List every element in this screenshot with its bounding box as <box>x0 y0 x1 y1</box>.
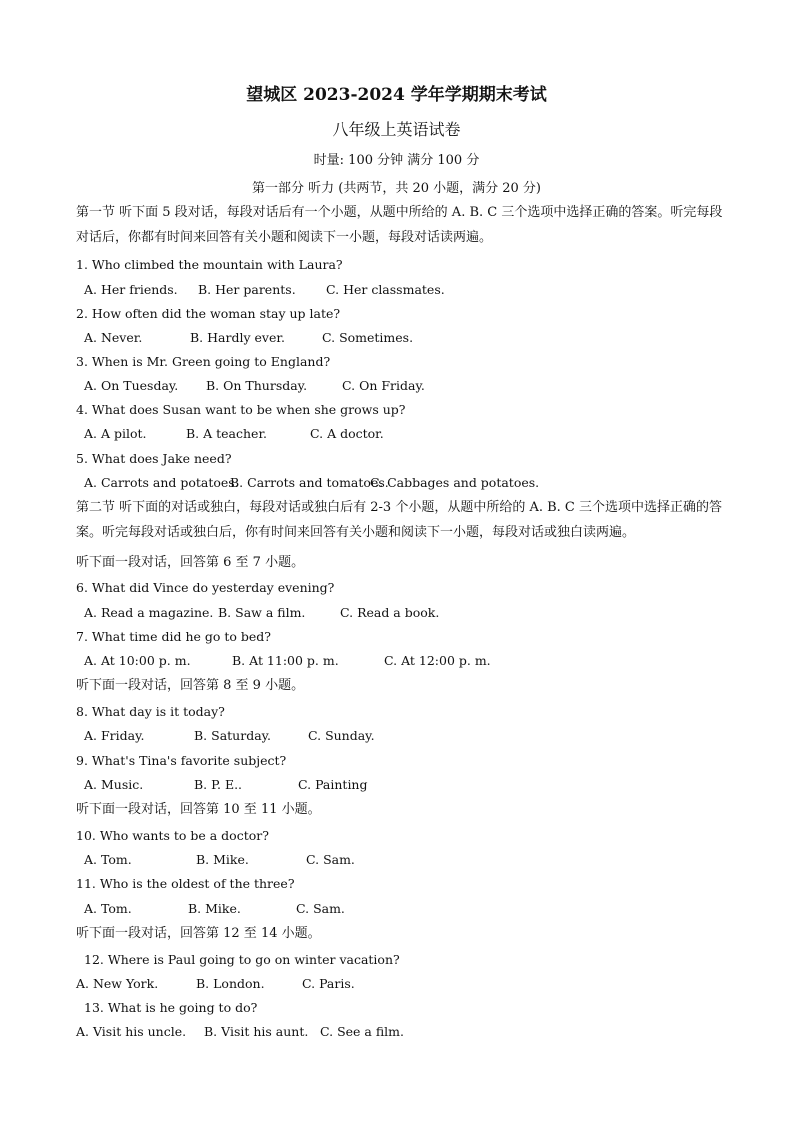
q6-option-b: B. Saw a film. <box>218 605 306 620</box>
question-13: 13. What is he going to do? <box>84 1000 258 1015</box>
q1-option-a: A. Her friends. <box>84 282 178 297</box>
q2-option-a: A. Never. <box>84 330 143 345</box>
q4-option-c: C. A doctor. <box>310 426 384 441</box>
part1-instructions: 第一节 听下面 5 段对话，每段对话后有一个小题，从题中所给的 A. B. C 三个选项中选择正确的答案。听完每段对话后，你都有时间来回答有关小题和阅读下一小题，每段对话读两遍。 <box>76 205 723 245</box>
q5-option-a: A. Carrots and potatoes. <box>84 475 239 490</box>
q11-option-b: B. Mike. <box>188 901 241 916</box>
q1-option-b: B. Her parents. <box>198 282 296 297</box>
page-subtitle: 八年级上英语试卷 <box>332 120 461 139</box>
question-7: 7. What time did he go to bed? <box>76 629 272 644</box>
q3-option-b: B. On Thursday. <box>206 378 308 393</box>
q8-option-c: C. Sunday. <box>308 728 375 743</box>
q9-option-c: C. Painting <box>298 777 368 792</box>
q11-option-a: A. Tom. <box>84 901 132 916</box>
listening-group-4: 听下面一段对话，回答第 12 至 14 小题。 <box>76 926 321 941</box>
q10-option-a: A. Tom. <box>84 852 132 867</box>
listening-group-2: 听下面一段对话，回答第 8 至 9 小题。 <box>76 678 305 693</box>
q10-option-b: B. Mike. <box>196 852 249 867</box>
q3-option-a: A. On Tuesday. <box>84 378 179 393</box>
q2-option-c: C. Sometimes. <box>322 330 414 345</box>
q12-option-c: C. Paris. <box>302 976 355 991</box>
q12-option-a: A. New York. <box>76 976 159 991</box>
question-2: 2. How often did the woman stay up late? <box>76 306 341 321</box>
q4-option-b: B. A teacher. <box>186 426 268 441</box>
question-9: 9. What's Tina's favorite subject? <box>76 753 287 768</box>
question-3: 3. When is Mr. Green going to England? <box>76 354 331 369</box>
q8-option-b: B. Saturday. <box>194 728 272 743</box>
section-heading: 第一部分 听力 (共两节，共 20 小题，满分 20 分) <box>251 181 542 196</box>
q7-option-c: C. At 12:00 p. m. <box>384 653 491 668</box>
question-4: 4. What does Susan want to be when she grows up? <box>76 402 406 417</box>
q1-option-c: C. Her classmates. <box>326 282 445 297</box>
q7-option-a: A. At 10:00 p. m. <box>84 653 191 668</box>
q7-option-b: B. At 11:00 p. m. <box>232 653 339 668</box>
question-5: 5. What does Jake need? <box>76 451 232 466</box>
listening-group-3: 听下面一段对话，回答第 10 至 11 小题。 <box>76 802 321 817</box>
q9-option-b: B. P. E.. <box>194 777 243 792</box>
question-10: 10. Who wants to be a doctor? <box>76 828 269 843</box>
question-8: 8. What day is it today? <box>76 704 225 719</box>
q13-option-c: C. See a film. <box>320 1024 404 1039</box>
q6-option-a: A. Read a magazine. <box>84 605 214 620</box>
q12-option-b: B. London. <box>196 976 265 991</box>
exam-meta: 时量: 100 分钟 满分 100 分 <box>313 153 480 168</box>
part2-instructions: 第二节 听下面的对话或独白，每段对话或独白后有 2-3 个小题，从题中所给的 A. B. C 三个选项中选择正确的答案。听完每段对话或独白后，你有时间来回答有关小题和阅读下一小题，每段对话或独白读两遍。 <box>76 500 723 540</box>
q8-option-a: A. Friday. <box>84 728 145 743</box>
question-6: 6. What did Vince do yesterday evening? <box>76 580 335 595</box>
listening-group-1: 听下面一段对话，回答第 6 至 7 小题。 <box>76 555 305 570</box>
page-title: 望城区 2023-2024 学年学期期末考试 <box>246 85 547 105</box>
question-11: 11. Who is the oldest of the three? <box>76 876 295 891</box>
q5-option-c: C. Cabbages and potatoes. <box>370 475 540 490</box>
q2-option-b: B. Hardly ever. <box>190 330 285 345</box>
q4-option-a: A. A pilot. <box>84 426 147 441</box>
question-1: 1. Who climbed the mountain with Laura? <box>76 257 343 272</box>
q11-option-c: C. Sam. <box>296 901 345 916</box>
q10-option-c: C. Sam. <box>306 852 355 867</box>
q6-option-c: C. Read a book. <box>340 605 440 620</box>
q13-option-b: B. Visit his aunt. <box>204 1024 309 1039</box>
question-12: 12. Where is Paul going to go on winter vacation? <box>84 952 400 967</box>
q3-option-c: C. On Friday. <box>342 378 425 393</box>
q5-option-b: B. Carrots and tomatoes. <box>230 475 389 490</box>
q13-option-a: A. Visit his uncle. <box>76 1024 187 1039</box>
q9-option-a: A. Music. <box>84 777 144 792</box>
